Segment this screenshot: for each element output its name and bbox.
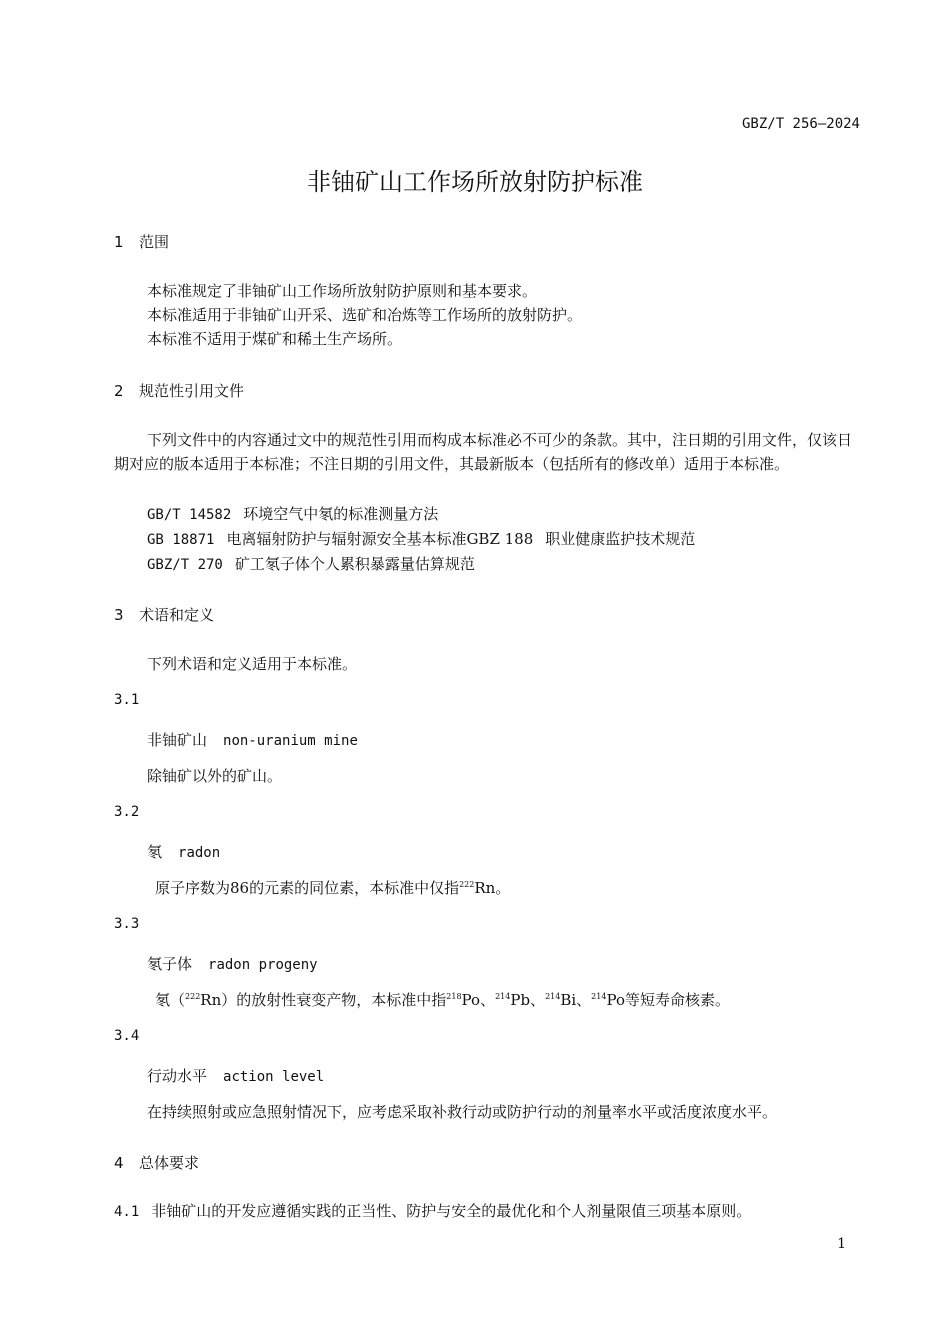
term-entry xyxy=(147,841,220,862)
term-definition: 除铀矿以外的矿山。 xyxy=(147,767,283,785)
clause-text: 非铀矿山的开发应遵循实践的正当性、防护与安全的最优化和个人剂量限值三项基本原则。 xyxy=(151,1202,752,1220)
definition-text: Pb、 xyxy=(510,991,546,1009)
term-zh: 非铀矿山 xyxy=(147,731,208,749)
section-heading-terms xyxy=(114,604,214,625)
reference-name: 矿工氡子体个人累积暴露量估算规范 xyxy=(234,555,475,573)
definition-text: Rn）的放射性衰变产物，本标准中指 xyxy=(200,991,447,1009)
mass-number: 222 xyxy=(459,880,475,889)
section-heading-general-requirements xyxy=(114,1152,199,1173)
reference-code: GB 18871 xyxy=(147,532,215,548)
term-en: radon xyxy=(178,845,221,861)
term-zh: 氡子体 xyxy=(147,955,193,973)
clause-number: 3.4 xyxy=(114,1028,140,1044)
definition-text: Po、 xyxy=(461,991,496,1009)
page-number: 1 xyxy=(837,1236,846,1252)
section-number: 2 xyxy=(114,382,124,400)
term-zh: 氡 xyxy=(147,843,163,861)
term-entry xyxy=(147,953,318,974)
scope-line-1: 本标准规定了非铀矿山工作场所放射防护原则和基本要求。 xyxy=(147,282,538,300)
section-heading-references xyxy=(114,380,244,401)
definition-text: Po等短寿命核素。 xyxy=(606,991,730,1009)
section-title: 术语和定义 xyxy=(139,606,215,624)
term-entry xyxy=(147,729,358,750)
term-definition xyxy=(155,876,510,900)
clause-number: 3.1 xyxy=(114,692,140,708)
mass-number: 214 xyxy=(591,992,607,1001)
mass-number: 214 xyxy=(545,992,561,1001)
clause-item xyxy=(114,1199,751,1224)
term-definition xyxy=(155,988,730,1012)
clause-number: 3.3 xyxy=(114,916,140,932)
definition-text: 原子序数为86的元素的同位素，本标准中仅指 xyxy=(155,879,460,897)
reference-name: 环境空气中氡的标准测量方法 xyxy=(243,505,439,523)
document-code: GBZ/T 256—2024 xyxy=(741,116,860,132)
term-en: radon progeny xyxy=(208,957,318,973)
definition-text: Rn。 xyxy=(474,879,511,897)
scope-line-2: 本标准适用于非铀矿山开采、选矿和冶炼等工作场所的放射防护。 xyxy=(147,306,583,324)
scope-line-3: 本标准不适用于煤矿和稀土生产场所。 xyxy=(147,330,403,348)
definition-text: 氡（ xyxy=(155,991,186,1009)
mass-number: 218 xyxy=(446,992,462,1001)
term-entry xyxy=(147,1065,324,1086)
section-number: 3 xyxy=(114,606,124,624)
references-intro: 下列文件中的内容通过文中的规范性引用而构成本标准必不可少的条款。其中，注日期的引用文件，仅该日期对应的版本适用于本标准；不注日期的引用文件，其最新版本（包括所有的修改单）适用于本标准。 xyxy=(114,431,853,473)
reference-name-2: 职业健康监护技术规范 xyxy=(545,530,696,548)
term-definition: 在持续照射或应急照射情况下，应考虑采取补救行动或防护行动的剂量率水平或活度浓度水平。 xyxy=(147,1103,778,1121)
section-heading-scope xyxy=(114,231,169,252)
section-number: 1 xyxy=(114,233,124,251)
terms-intro: 下列术语和定义适用于本标准。 xyxy=(147,655,358,673)
reference-item xyxy=(147,552,475,577)
clause-number: 4.1 xyxy=(114,1204,140,1220)
reference-item xyxy=(147,527,695,552)
section-title: 规范性引用文件 xyxy=(139,382,245,400)
term-en: non-uranium mine xyxy=(223,733,358,749)
reference-name: 电离辐射防护与辐射源安全基本标准GBZ 188 xyxy=(226,530,534,548)
section-title: 总体要求 xyxy=(139,1154,200,1172)
definition-text: Bi、 xyxy=(560,991,592,1009)
mass-number: 214 xyxy=(495,992,511,1001)
reference-code: GBZ/T 270 xyxy=(147,557,223,573)
document-title: 非铀矿山工作场所放射防护标准 xyxy=(307,168,643,196)
reference-item xyxy=(147,502,438,527)
section-number: 4 xyxy=(114,1154,124,1172)
reference-code: GB/T 14582 xyxy=(147,507,232,523)
term-zh: 行动水平 xyxy=(147,1067,208,1085)
clause-number: 3.2 xyxy=(114,804,140,820)
term-en: action level xyxy=(223,1069,325,1085)
section-title: 范围 xyxy=(139,233,170,251)
mass-number: 222 xyxy=(185,992,201,1001)
